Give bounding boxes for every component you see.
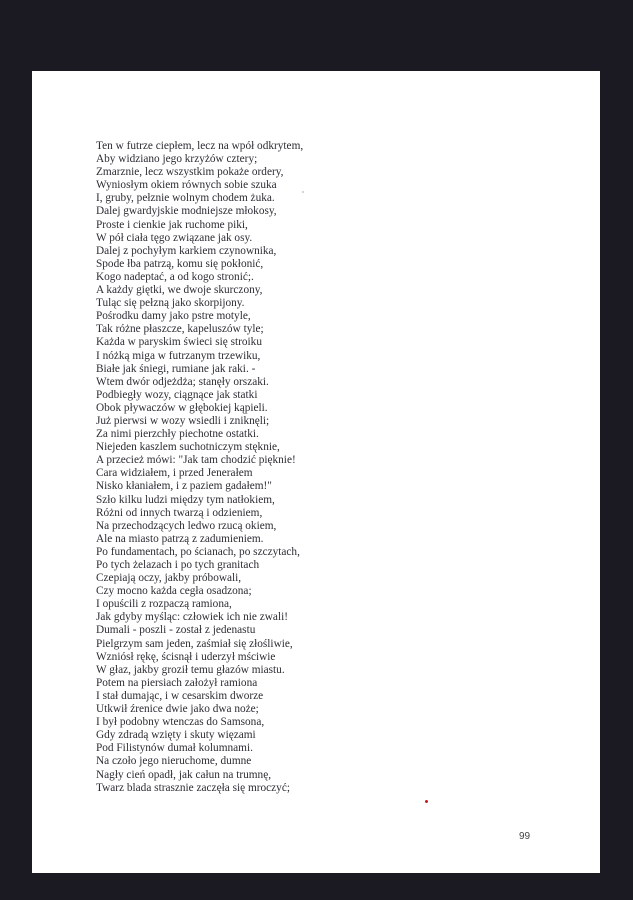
poem-line: Proste i cienkie jak ruchome piki,: [96, 218, 248, 231]
poem-line: Zmarznie, lecz wszystkim pokaże ordery,: [96, 166, 284, 179]
poem-line: Każda w paryskim świeci się stroiku: [96, 336, 262, 349]
dust-speck: [302, 191, 304, 193]
poem-line: Czy mocno każda cegła osadzona;: [96, 585, 252, 598]
poem-line: Dalej z pochyłym karkiem czynownika,: [96, 244, 277, 257]
poem-line: Utkwił źrenice dwie jako dwa noże;: [96, 703, 259, 716]
poem-line: Nagły cień opadł, jak całun na trumnę,: [96, 768, 272, 781]
poem-line: Potem na piersiach założył ramiona: [96, 676, 258, 689]
poem-line: Tak różne płaszcze, kapeluszów tyle;: [96, 323, 264, 336]
poem-line: Ale na miasto patrzą z zadumieniem.: [96, 532, 264, 545]
poem-line: Niejeden kaszlem suchotniczym stęknie,: [96, 441, 280, 454]
poem-line: Wzniósł rękę, ścisnął i uderzył mściwie: [96, 650, 276, 663]
poem-line: Już pierwsi w wozy wsiedli i zniknęli;: [96, 414, 270, 427]
poem-line: Twarz blada strasznie zaczęła się mroczyć;: [96, 781, 290, 794]
poem-line: Cara widziałem, i przed Jenerałem: [96, 467, 253, 480]
poem-line: Pośrodku damy jako pstre motyle,: [96, 310, 251, 323]
ink-speck: [425, 800, 428, 803]
poem-line: W głaz, jakby groził temu głazów miastu.: [96, 663, 285, 676]
poem-line: Wtem dwór odjeżdża; stanęły orszaki.: [96, 375, 269, 388]
poem-line: Wyniosłym okiem równych sobie szuka: [96, 179, 277, 192]
poem-line: Po fundamentach, po ścianach, po szczytach,: [96, 545, 300, 558]
poem-line: I stał dumając, i w cesarskim dworze: [96, 689, 264, 702]
poem-line: A przecież mówi: "Jak tam chodzić pięknie!: [96, 454, 296, 467]
poem-line: Podbiegły wozy, ciągnące jak statki: [96, 388, 258, 401]
poem-line: I, gruby, pełznie wolnym chodem żuka.: [96, 192, 275, 205]
poem-line: Aby widziano jego krzyżów cztery;: [96, 153, 258, 166]
poem-line: W pół ciała tęgo związane jak osy.: [96, 231, 253, 244]
poem-text: [96, 140, 303, 795]
poem-line: Gdy zdradą wzięty i skuty więzami: [96, 729, 256, 742]
poem-line: Po tych żelazach i po tych granitach: [96, 559, 260, 571]
scanned-page: [32, 71, 600, 873]
poem-line: Spode łba patrzą, komu się pokłonić,: [96, 257, 264, 270]
poem-line: Ten w futrze ciepłem, lecz na wpół odkrytem,: [96, 140, 304, 152]
poem-line: Tuląc się pełzną jako skorpijony.: [96, 297, 245, 310]
poem-line: Szło kilku ludzi między tym natłokiem,: [96, 493, 275, 506]
poem-line: Różni od innych twarzą i odzieniem,: [96, 506, 263, 519]
poem-line: Dalej gwardyjskie modniejsze młokosy,: [96, 205, 277, 218]
poem-line: Białe jak śniegi, rumiane jak raki. -: [96, 362, 256, 375]
poem-line: Kogo nadeptać, a od kogo stronić;.: [96, 270, 254, 283]
poem-line: Na przechodzących ledwo rzucą okiem,: [96, 519, 277, 532]
page-number: 99: [519, 831, 531, 842]
poem-line: Za nimi pierzchły piechotne ostatki.: [96, 428, 259, 441]
poem-line: Dumali - poszli - został z jedenastu: [96, 624, 256, 637]
poem-line: I nóżką miga w futrzanym trzewiku,: [96, 349, 261, 362]
poem-line: I opuścili z rozpaczą ramiona,: [96, 598, 232, 611]
poem-line: Nisko kłaniałem, i z paziem gadałem!": [96, 480, 272, 493]
poem-line: Obok pływaczów w głębokiej kąpieli.: [96, 401, 268, 414]
poem-line: Pod Filistynów dumał kolumnami.: [96, 742, 253, 755]
poem-line: I był podobny wtenczas do Samsona,: [96, 716, 265, 729]
poem-line: Na czoło jego nieruchome, dumne: [96, 755, 252, 768]
poem-line: Jak gdyby myśląc: człowiek ich nie zwali!: [96, 611, 288, 624]
poem-line: Czepiają oczy, jakby próbowali,: [96, 572, 242, 585]
poem-line: A każdy giętki, we dwoje skurczony,: [96, 284, 263, 297]
poem-line: Pielgrzym sam jeden, zaśmiał się złośliwie,: [96, 637, 293, 650]
